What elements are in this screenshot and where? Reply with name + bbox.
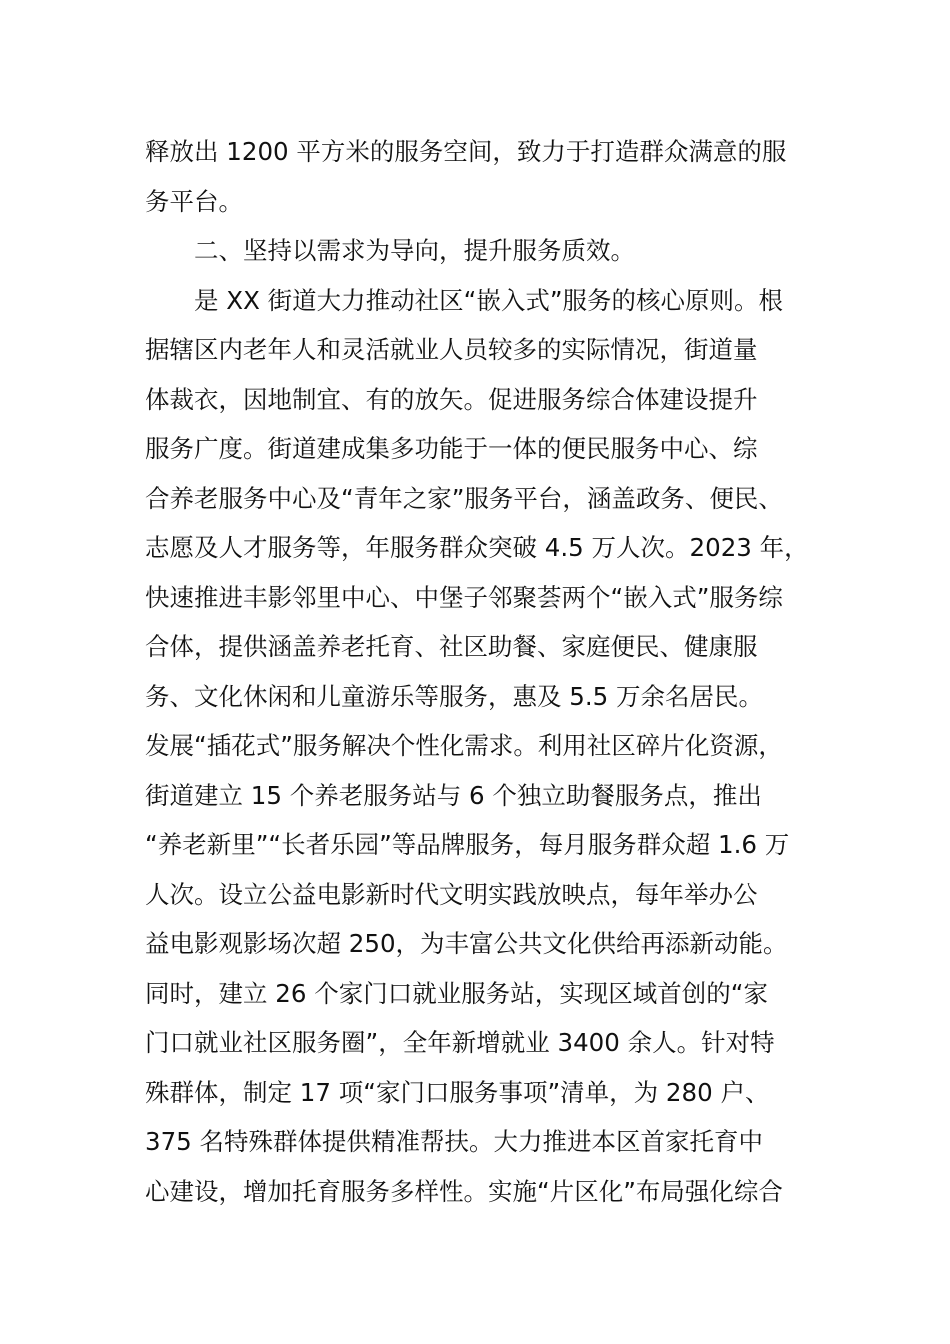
text-line: 殊群体，制定 17 项“家门口服务事项”清单，为 280 户、 [145,1077,770,1107]
section-heading: 二、坚持以需求为导向，提升服务质效。 [145,236,635,265]
text-line: 释放出 1200 平方米的服务空间，致力于打造群众满意的服 [145,137,787,166]
text-line: 街道建立 15 个养老服务站与 6 个独立助餐服务点，推出 [145,780,762,810]
text-line: 益电影观影场次超 250，为丰富公共文化供给再添新动能。 [145,929,788,958]
text-line: 合养老服务中心及“青年之家”服务平台，涵盖政务、便民、 [145,483,783,513]
text-line: 发展“插花式”服务解决个性化需求。利用社区碎片化资源， [145,731,783,760]
text-line: 务平台。 [145,186,243,216]
text-line: 体裁衣，因地制宜、有的放矢。促进服务综合体建设提升 [145,384,758,414]
text-line: 据辖区内老年人和灵活就业人员较多的实际情况，街道量 [145,335,758,364]
text-line: 门口就业社区服务圈”，全年新增就业 3400 余人。针对特 [145,1028,775,1057]
body-text [145,127,845,1216]
text-line: 心建设，增加托育服务多样性。实施“片区化”布局强化综合 [145,1176,783,1206]
text-line: 同时，建立 26 个家门口就业服务站，实现区域首创的“家 [145,978,768,1008]
text-line: “养老新里”“长者乐园”等品牌服务，每月服务群众超 1.6 万 [145,830,790,859]
text-line: 务、文化休闲和儿童游乐等服务，惠及 5.5 万余名居民。 [145,681,764,711]
text-line: 375 名特殊群体提供精准帮扶。大力推进本区首家托育中 [145,1127,764,1156]
text-line: 人次。设立公益电影新时代文明实践放映点，每年举办公 [145,879,758,909]
text-line: 快速推进丰影邻里中心、中堡子邻聚荟两个“嵌入式”服务综 [145,582,783,612]
text-line: 合体，提供涵盖养老托育、社区助餐、家庭便民、健康服 [145,632,758,661]
text-line: 服务广度。街道建成集多功能于一体的便民服务中心、综 [145,434,758,463]
text-line: 志愿及人才服务等，年服务群众突破 4.5 万人次。2023 年， [145,533,809,562]
text-line: 是 XX 街道大力推动社区“嵌入式”服务的核心原则。根 [145,285,784,315]
